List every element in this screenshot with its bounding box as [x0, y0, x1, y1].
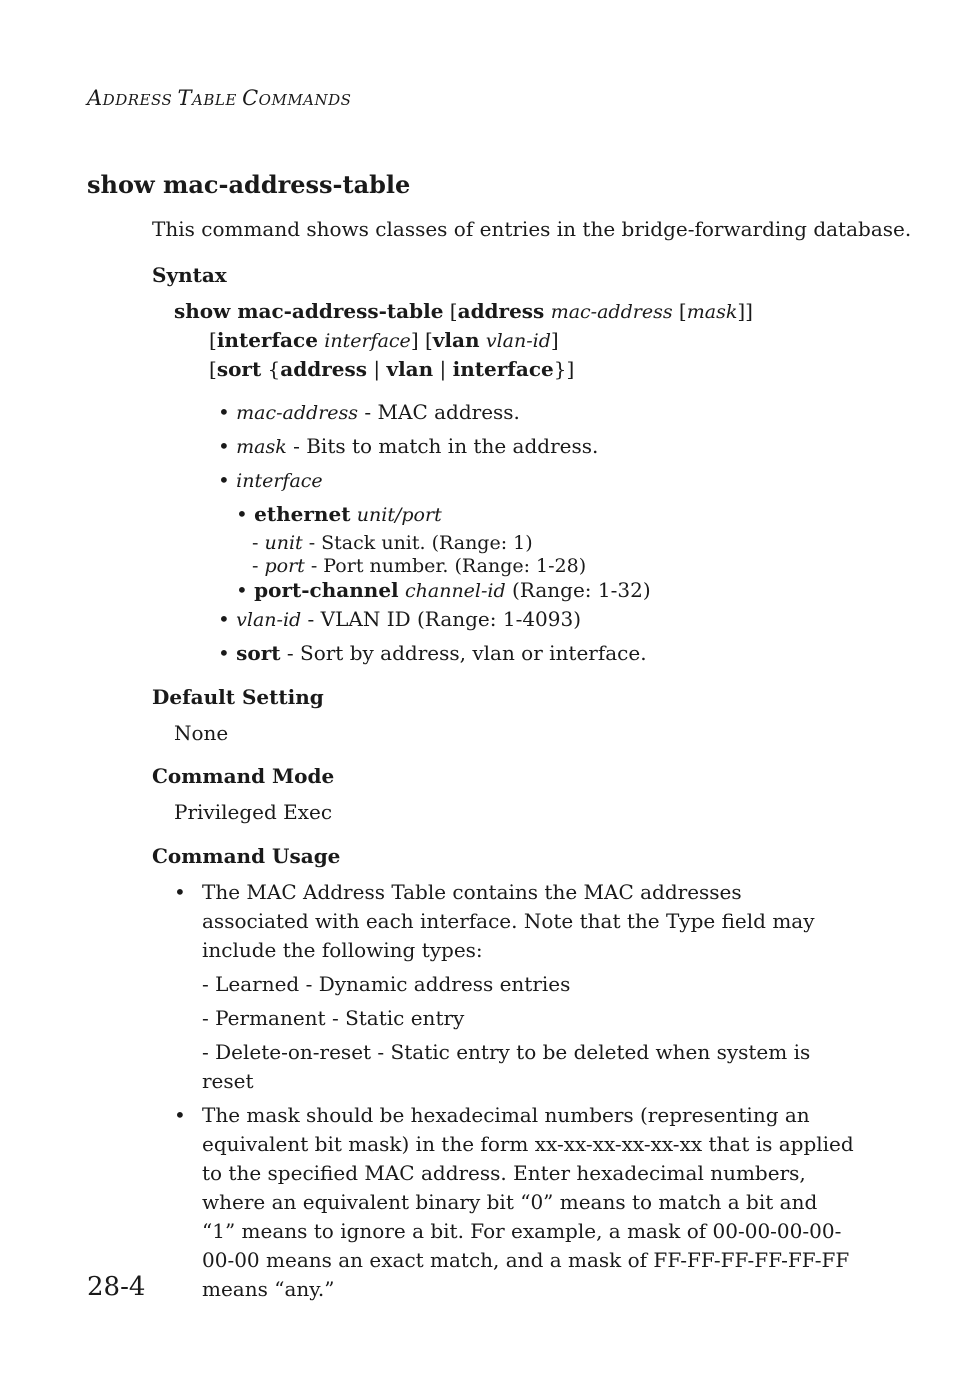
param-ethernet: • ethernet unit/port [236, 502, 442, 526]
bullet: • [218, 641, 230, 665]
command-description: This command shows classes of entries in the bridge-forwarding database. [152, 217, 912, 241]
bullet: • [218, 434, 230, 458]
bullet: • [174, 880, 186, 904]
bullet: • [236, 502, 248, 526]
usage-item-1-text: The MAC Address Table contains the MAC addresses associated with each interface. Note that the Type field may include the following types: [202, 880, 815, 962]
bullet: • [218, 607, 230, 631]
command-title: show mac-address-table [87, 170, 411, 199]
param-mask: • mask - Bits to match in the address. [218, 434, 599, 458]
param-port: - port - Port number. (Range: 1-28) [252, 555, 587, 577]
param-vlan-id: • vlan-id - VLAN ID (Range: 1-4093) [218, 607, 582, 631]
param-port-channel: • port-channel channel-id (Range: 1-32) [236, 578, 651, 602]
syntax-line-2: [interface interface] [vlan vlan-id] [209, 328, 559, 352]
syntax-line-3: [sort {address | vlan | interface}] [209, 357, 575, 381]
command-usage-list [174, 878, 854, 1304]
default-setting-heading: Default Setting [152, 685, 324, 709]
usage-sub-permanent: - Permanent - Static entry [202, 1006, 465, 1030]
command-mode-heading: Command Mode [152, 764, 335, 788]
usage-sub-learned: - Learned - Dynamic address entries [202, 972, 571, 996]
running-header: ADDRESS TABLE COMMANDS [87, 86, 352, 110]
command-usage-heading: Command Usage [152, 844, 341, 868]
usage-item-2-text: The mask should be hexadecimal numbers (representing an equivalent bit mask) in the form xx-xx-xx-xx-xx-xx that is applied to the specified MAC address. Enter hexadecimal numbers, where an equivalent binary bit “0” means to match a bit and “1” means to ignore a bit. For example, a mask of 00-00-00-00-00-00 means an exact match, and a mask of FF-FF-FF-FF-FF-FF means “any.” [202, 1103, 854, 1301]
usage-sub-delete-on-reset: - Delete-on-reset - Static entry to be deleted when system is reset [202, 1040, 811, 1093]
usage-item-1 [174, 878, 854, 1096]
bullet: • [218, 468, 230, 492]
page-number: 28-4 [87, 1272, 146, 1302]
syntax-line-1: show mac-address-table [address mac-address [mask]] [174, 299, 753, 323]
bullet: • [236, 578, 248, 602]
bullet: • [218, 400, 230, 424]
syntax-heading: Syntax [152, 263, 227, 287]
bullet: • [174, 1103, 186, 1127]
param-mac-address: • mac-address - MAC address. [218, 400, 520, 424]
command-mode-value: Privileged Exec [174, 800, 333, 824]
default-setting-value: None [174, 721, 229, 745]
param-unit: - unit - Stack unit. (Range: 1) [252, 532, 533, 554]
param-interface: • interface [218, 468, 323, 492]
param-sort: • sort - Sort by address, vlan or interface. [218, 641, 647, 665]
usage-item-2 [174, 1101, 854, 1304]
